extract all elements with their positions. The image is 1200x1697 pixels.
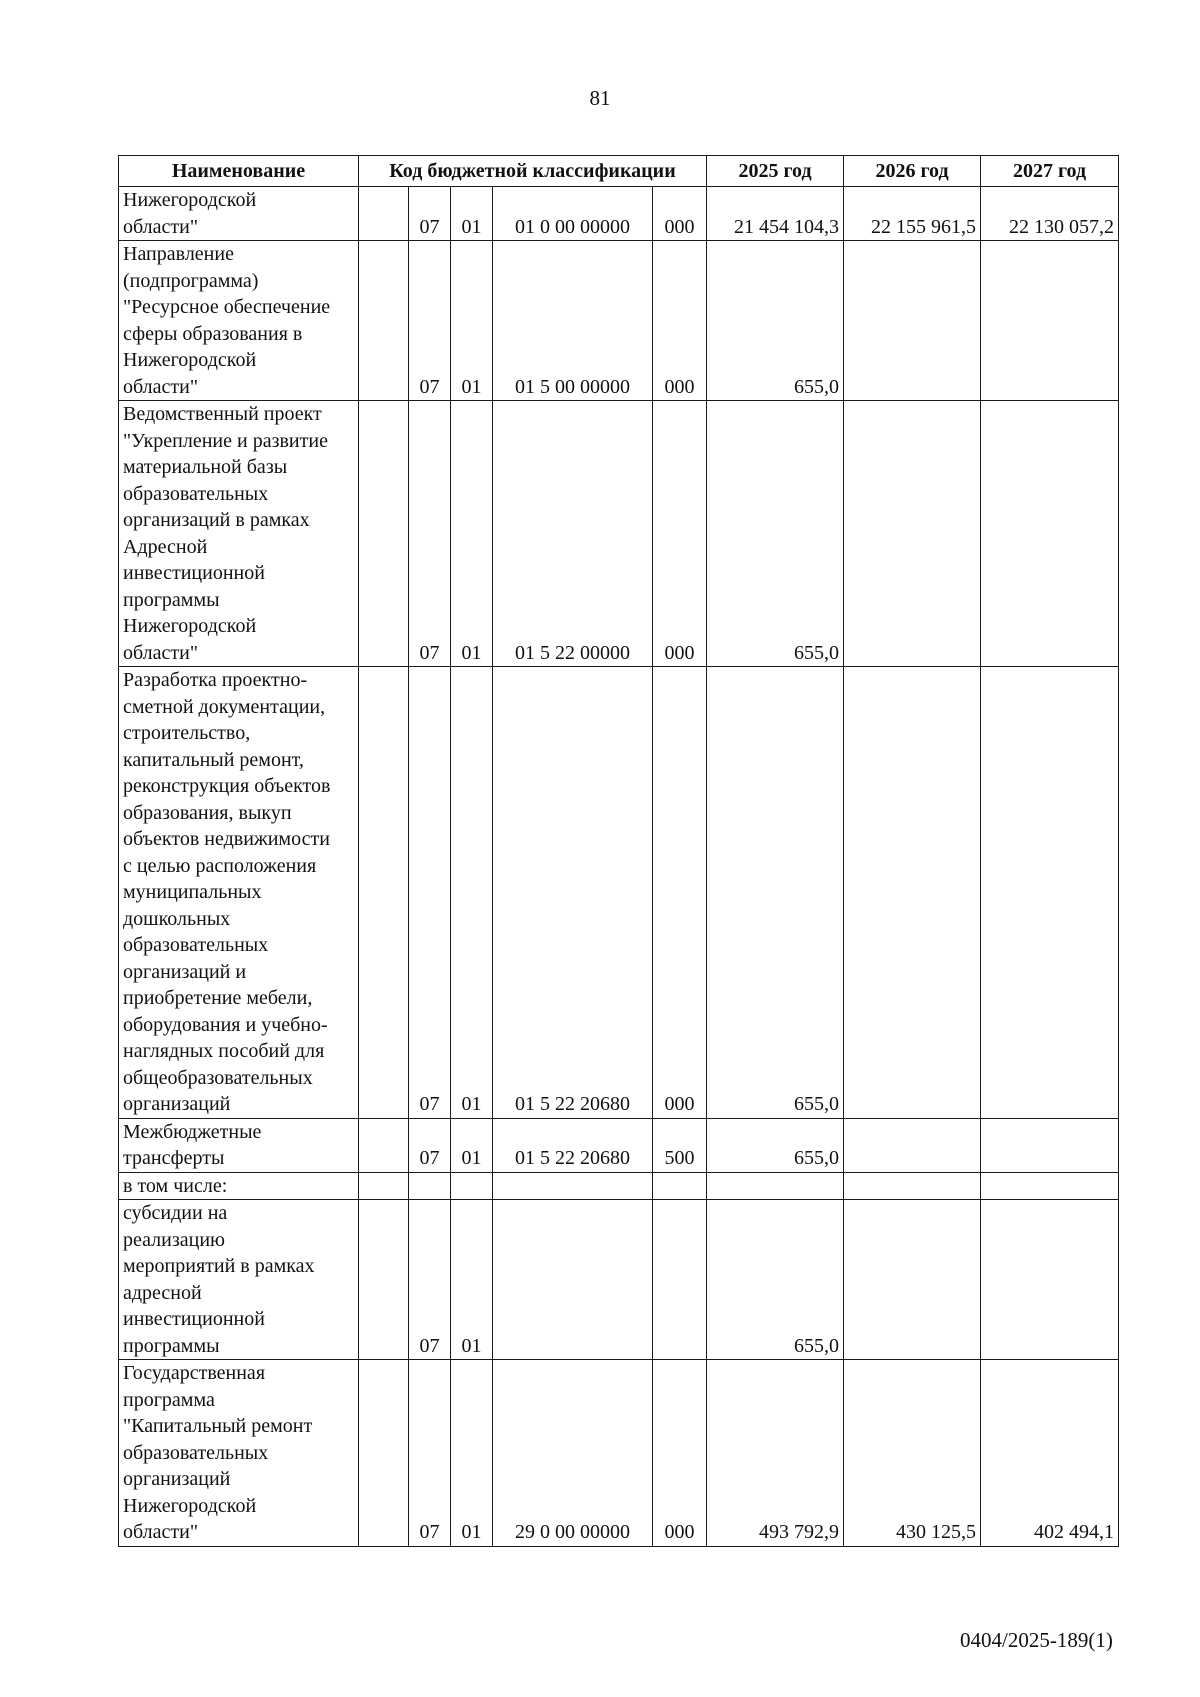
code-type <box>653 1200 707 1360</box>
code-target <box>493 1172 653 1200</box>
code-empty-cell <box>359 1118 409 1172</box>
code-subsection: 01 <box>451 241 493 401</box>
code-type: 000 <box>653 401 707 667</box>
value-2025: 655,0 <box>707 667 844 1119</box>
row-name: в том числе: <box>119 1172 359 1200</box>
header-2026: 2026 год <box>844 156 981 187</box>
code-empty-cell <box>359 241 409 401</box>
table-row <box>119 187 1119 241</box>
value-2026: 430 125,5 <box>844 1360 981 1547</box>
code-target: 29 0 00 00000 <box>493 1360 653 1547</box>
table-row <box>119 241 1119 401</box>
code-section: 07 <box>409 187 451 241</box>
header-code: Код бюджетной классификации <box>359 156 707 187</box>
header-name: Наименование <box>119 156 359 187</box>
code-type: 000 <box>653 667 707 1119</box>
code-type: 000 <box>653 241 707 401</box>
code-empty-cell <box>359 1360 409 1547</box>
code-section: 07 <box>409 1200 451 1360</box>
value-2025: 655,0 <box>707 1200 844 1360</box>
row-name: субсидии на реализацию мероприятий в рамках адресной инвестиционной программы <box>119 1200 359 1360</box>
code-empty-cell <box>359 1200 409 1360</box>
code-empty-cell <box>359 1172 409 1200</box>
value-2025: 655,0 <box>707 241 844 401</box>
value-2027 <box>981 241 1119 401</box>
table-row <box>119 401 1119 667</box>
code-subsection: 01 <box>451 1200 493 1360</box>
value-2026 <box>844 1200 981 1360</box>
value-2026 <box>844 1118 981 1172</box>
header-2025: 2025 год <box>707 156 844 187</box>
document-code: 0404/2025-189(1) <box>960 1628 1113 1652</box>
code-empty-cell <box>359 187 409 241</box>
table-row <box>119 1172 1119 1200</box>
value-2026 <box>844 1172 981 1200</box>
row-name: Межбюджетные трансферты <box>119 1118 359 1172</box>
code-subsection: 01 <box>451 1118 493 1172</box>
value-2027: 402 494,1 <box>981 1360 1119 1547</box>
row-name: Разработка проектно- сметной документации, строительство, капитальный ремонт, реконструкция объектов образования, выкуп объектов недвижимости с целью расположения муниципальных дошкольных образовательных организаций и приобретение мебели, оборудования и учебно- наглядных пособий для общеобразовательных организаций <box>119 667 359 1119</box>
code-section: 07 <box>409 1360 451 1547</box>
value-2027 <box>981 667 1119 1119</box>
code-section: 07 <box>409 1118 451 1172</box>
value-2026 <box>844 667 981 1119</box>
code-subsection: 01 <box>451 1360 493 1547</box>
value-2026 <box>844 241 981 401</box>
code-subsection <box>451 1172 493 1200</box>
code-type: 000 <box>653 187 707 241</box>
table-row <box>119 667 1119 1119</box>
row-name: Направление (подпрограмма) "Ресурсное обеспечение сферы образования в Нижегородской области" <box>119 241 359 401</box>
value-2027 <box>981 401 1119 667</box>
code-empty-cell <box>359 401 409 667</box>
code-subsection: 01 <box>451 401 493 667</box>
code-target: 01 5 00 00000 <box>493 241 653 401</box>
table-header-row <box>119 156 1119 187</box>
code-target: 01 5 22 20680 <box>493 667 653 1119</box>
table-row <box>119 1200 1119 1360</box>
value-2025: 21 454 104,3 <box>707 187 844 241</box>
row-name: Государственная программа "Капитальный ремонт образовательных организаций Нижегородской области" <box>119 1360 359 1547</box>
value-2025: 655,0 <box>707 401 844 667</box>
code-target: 01 0 00 00000 <box>493 187 653 241</box>
code-section <box>409 1172 451 1200</box>
value-2025: 493 792,9 <box>707 1360 844 1547</box>
value-2027: 22 130 057,2 <box>981 187 1119 241</box>
page-number: 81 <box>589 86 611 110</box>
code-target: 01 5 22 20680 <box>493 1118 653 1172</box>
table-row <box>119 1360 1119 1547</box>
code-subsection: 01 <box>451 187 493 241</box>
value-2027 <box>981 1200 1119 1360</box>
value-2026: 22 155 961,5 <box>844 187 981 241</box>
code-section: 07 <box>409 401 451 667</box>
row-name: Ведомственный проект "Укрепление и развитие материальной базы образовательных организаций в рамках Адресной инвестиционной программы Нижегородской области" <box>119 401 359 667</box>
table-row <box>119 1118 1119 1172</box>
value-2026 <box>844 401 981 667</box>
code-type: 500 <box>653 1118 707 1172</box>
value-2025 <box>707 1172 844 1200</box>
code-target: 01 5 22 00000 <box>493 401 653 667</box>
value-2027 <box>981 1172 1119 1200</box>
value-2025: 655,0 <box>707 1118 844 1172</box>
code-section: 07 <box>409 667 451 1119</box>
code-type <box>653 1172 707 1200</box>
code-section: 07 <box>409 241 451 401</box>
budget-table <box>118 155 1119 1547</box>
value-2027 <box>981 1118 1119 1172</box>
code-type: 000 <box>653 1360 707 1547</box>
header-2027: 2027 год <box>981 156 1119 187</box>
code-empty-cell <box>359 667 409 1119</box>
table-body <box>119 187 1119 1547</box>
row-name: Нижегородской области" <box>119 187 359 241</box>
code-subsection: 01 <box>451 667 493 1119</box>
code-target <box>493 1200 653 1360</box>
